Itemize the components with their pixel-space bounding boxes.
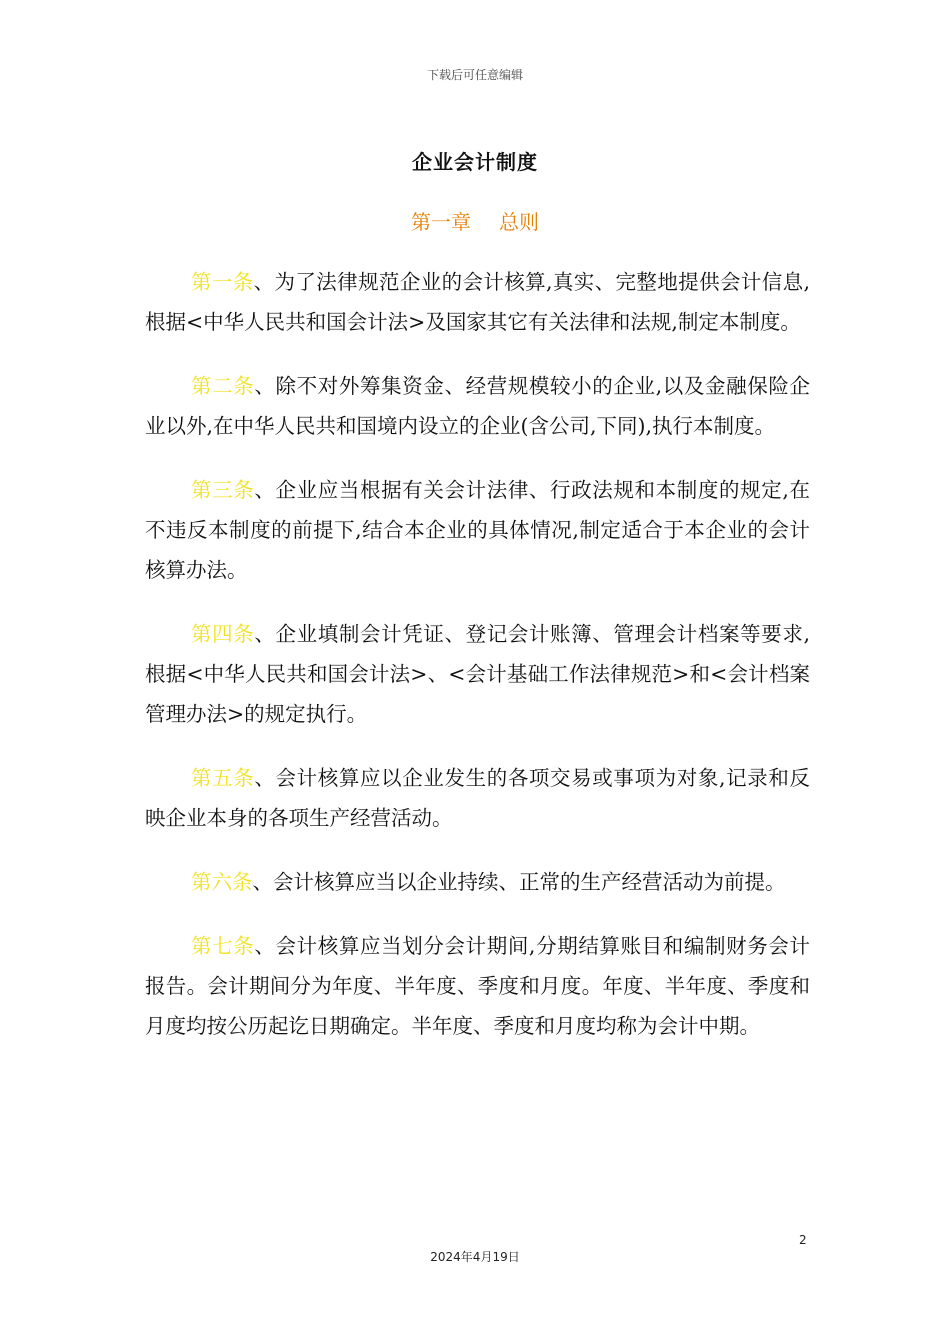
article-text: 、企业填制会计凭证、登记会计账簿、管理会计档案等要求,根据<中华人民共和国会计法>、<会计基础工作法律规范>和<会计档案管理办法>的规定执行。 <box>145 622 811 726</box>
article-text: 、会计核算应当以企业持续、正常的生产经营活动为前提。 <box>252 870 786 894</box>
article-number: 第三条 <box>191 478 255 502</box>
article-text: 、企业应当根据有关会计法律、行政法规和本制度的规定,在不违反本制度的前提下,结合本企业的具体情况,制定适合于本企业的会计核算办法。 <box>145 478 811 582</box>
page-header: 下载后可任意编辑 <box>426 68 523 82</box>
article-number: 第七条 <box>191 934 255 958</box>
article-number: 第五条 <box>191 766 255 790</box>
article-text: 、会计核算应当划分会计期间,分期结算账目和编制财务会计报告。会计期间分为年度、半年度、季度和月度。年度、半年度、季度和月度均按公历起讫日期确定。半年度、季度和月度均称为会计中期。 <box>145 934 811 1038</box>
article-text: 、会计核算应以企业发生的各项交易或事项为对象,记录和反映企业本身的各项生产经营活动。 <box>145 766 811 830</box>
document-body <box>145 262 810 1070</box>
page-number: 2 <box>799 1233 807 1247</box>
article-1 <box>145 262 810 342</box>
chapter-heading <box>0 206 950 235</box>
article-text: 、为了法律规范企业的会计核算,真实、完整地提供会计信息,根据<中华人民共和国会计法>及国家其它有关法律和法规,制定本制度。 <box>145 270 811 334</box>
chapter-number: 第一章 <box>411 210 471 234</box>
chapter-name: 总则 <box>499 210 539 234</box>
article-6 <box>145 862 810 902</box>
article-number: 第六条 <box>191 870 253 894</box>
document-title: 企业会计制度 <box>412 150 538 174</box>
article-5 <box>145 758 810 838</box>
article-number: 第二条 <box>191 374 255 398</box>
article-number: 第一条 <box>191 270 254 294</box>
footer-date: 2024年4月19日 <box>430 1250 520 1264</box>
article-7 <box>145 926 810 1046</box>
article-4 <box>145 614 810 734</box>
article-text: 、除不对外筹集资金、经营规模较小的企业,以及金融保险企业以外,在中华人民共和国境内设立的企业(含公司,下同),执行本制度。 <box>145 374 811 438</box>
article-3 <box>145 470 810 590</box>
article-number: 第四条 <box>191 622 255 646</box>
article-2 <box>145 366 810 446</box>
